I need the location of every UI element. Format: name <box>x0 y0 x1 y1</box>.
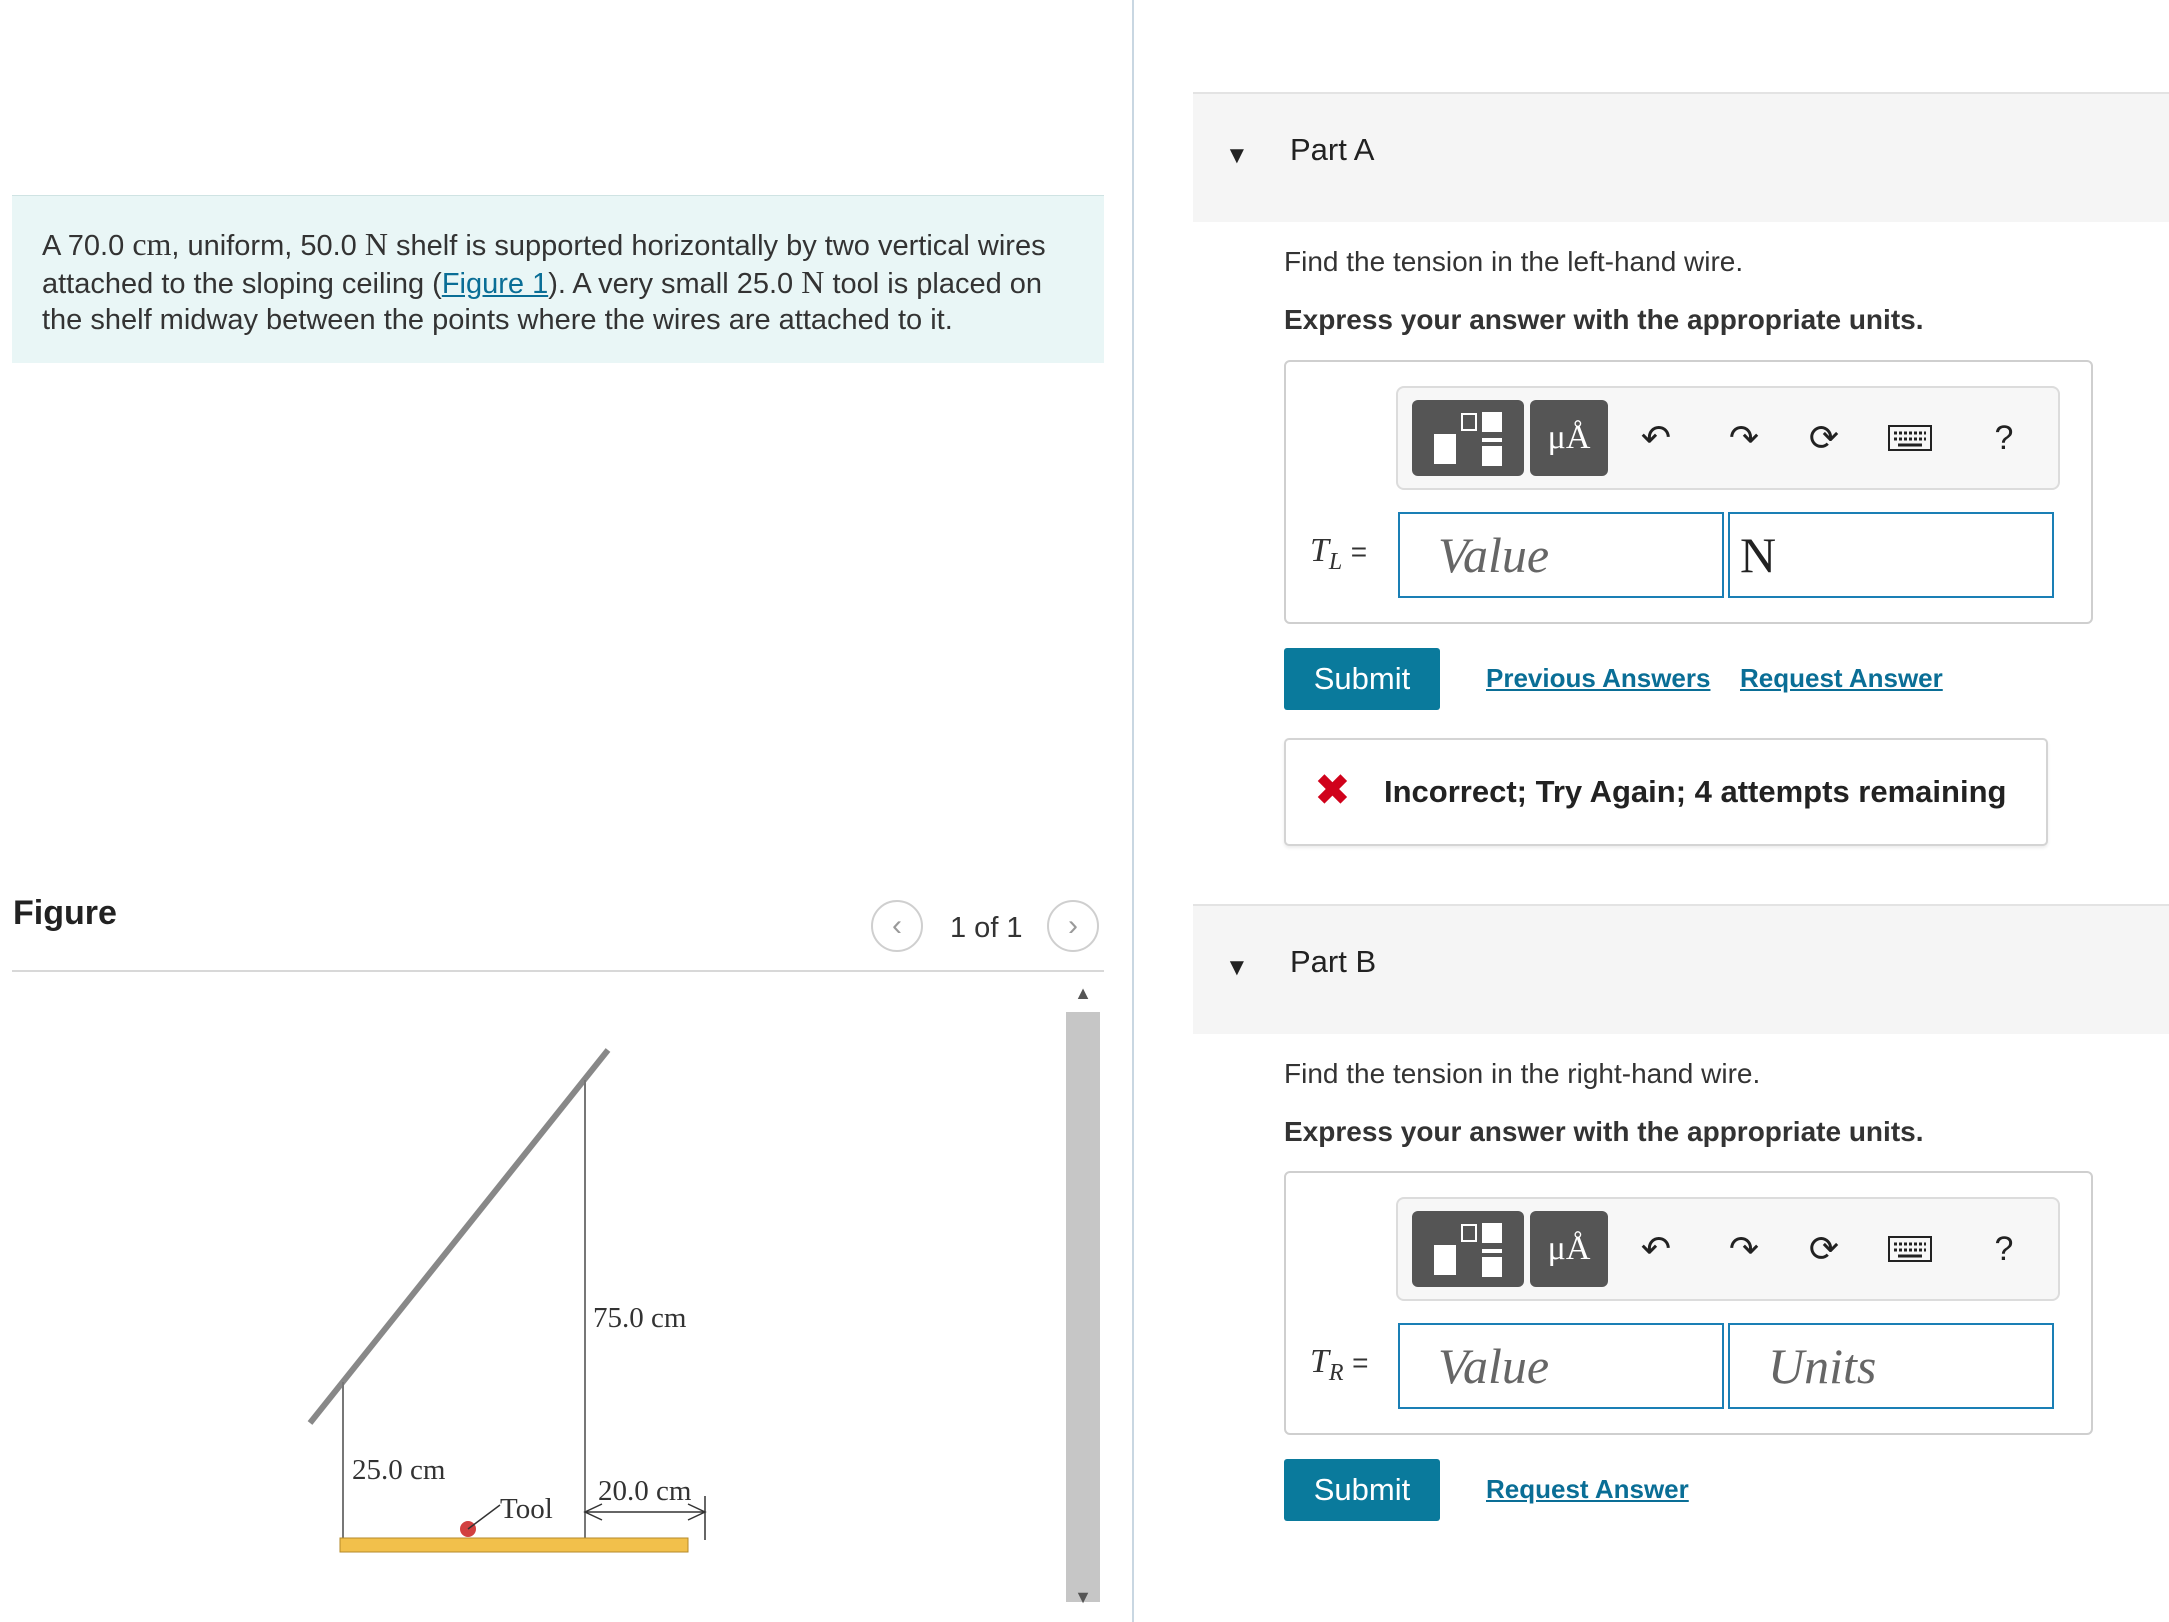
redo-icon[interactable]: ↷ <box>1728 417 1760 458</box>
value-input[interactable]: Value <box>1398 1323 1724 1409</box>
undo-icon[interactable]: ↶ <box>1640 1228 1672 1269</box>
part-b-question: Find the tension in the right-hand wire. <box>1284 1058 1761 1089</box>
variable-symbol: T <box>1310 532 1329 569</box>
collapse-caret-icon[interactable]: ▼ <box>1225 142 1249 169</box>
spacing-label: 20.0 cm <box>598 1475 692 1507</box>
redo-icon[interactable]: ↷ <box>1728 1228 1760 1269</box>
units-icon: μÅ <box>1547 419 1591 456</box>
figure-heading: Figure <box>13 894 117 932</box>
problem-unit: N <box>364 226 388 262</box>
problem-text: shelf is supported horizontally by two vertical wires attached to the sloping ceiling ( <box>42 230 1046 300</box>
variable-label: $T_L$ = <box>1310 532 1368 575</box>
prev-figure-button[interactable] <box>871 900 923 952</box>
part-b-header[interactable] <box>1193 904 2169 1034</box>
right-wire-label: 75.0 cm <box>593 1302 687 1334</box>
undo-icon[interactable]: ↶ <box>1640 417 1672 458</box>
submit-button[interactable]: Submit <box>1284 648 1440 710</box>
value-input[interactable]: Value <box>1398 512 1724 598</box>
help-icon[interactable]: ? <box>1994 1229 2014 1268</box>
reset-icon[interactable]: ⟳ <box>1808 1228 1840 1269</box>
templates-button[interactable] <box>1412 1211 1524 1287</box>
problem-text: , uniform, 50.0 <box>171 230 357 262</box>
page-indicator: 1 of 1 <box>950 912 1023 944</box>
feedback-text: Incorrect; Try Again; 4 attempts remaining <box>1384 774 2007 809</box>
units-button[interactable] <box>1530 400 1608 476</box>
left-wire-label: 25.0 cm <box>352 1454 446 1486</box>
tool-label: Tool <box>500 1493 553 1525</box>
keyboard-shape <box>1888 425 1932 451</box>
submit-button[interactable]: Submit <box>1284 1459 1440 1521</box>
part-a-instruction: Express your answer with the appropriate units. <box>1284 304 1924 335</box>
units-input[interactable]: N <box>1728 512 2054 598</box>
part-b-title: Part B <box>1290 944 1377 979</box>
tool-leader <box>468 1505 500 1529</box>
part-a-question: Find the tension in the left-hand wire. <box>1284 246 1744 277</box>
part-a-answer-box <box>1284 360 2093 624</box>
part-a-header[interactable] <box>1193 92 2169 222</box>
feedback-message <box>1284 738 2048 846</box>
problem-text: A 70.0 <box>42 230 125 262</box>
column-divider <box>1132 0 1134 1622</box>
next-figure-button[interactable] <box>1047 900 1099 952</box>
part-a-title: Part A <box>1290 132 1375 167</box>
reset-icon[interactable]: ⟳ <box>1808 417 1840 458</box>
problem-unit: N <box>801 264 825 300</box>
scroll-up-arrow[interactable]: ▲ <box>1074 983 1092 1003</box>
templates-icon <box>1412 1211 1524 1287</box>
templates-button[interactable] <box>1412 400 1524 476</box>
shelf <box>340 1538 688 1552</box>
templates-icon <box>1412 400 1524 476</box>
variable-symbol: T <box>1310 1343 1329 1380</box>
chevron-left-icon: ‹ <box>892 909 902 942</box>
problem-statement <box>12 195 1104 363</box>
variable-subscript: L <box>1328 548 1343 575</box>
units-icon: μÅ <box>1547 1230 1591 1267</box>
figure-diagram <box>280 1020 740 1580</box>
variable-subscript: R <box>1328 1359 1344 1386</box>
units-input[interactable]: Units <box>1728 1323 2054 1409</box>
ceiling-line <box>310 1050 608 1423</box>
close-icon: ✖ <box>1314 766 1351 815</box>
figure-link[interactable]: Figure 1 <box>441 268 549 300</box>
previous-answers-link[interactable]: Previous Answers <box>1486 663 1711 693</box>
problem-text: tool is placed on the shelf midway between the points where the wires are attached to it. <box>42 268 1043 336</box>
scroll-down-arrow[interactable]: ▼ <box>1074 1587 1092 1607</box>
math-toolbar <box>1396 386 2060 490</box>
request-answer-link[interactable]: Request Answer <box>1740 663 1943 693</box>
request-answer-link[interactable]: Request Answer <box>1486 1474 1689 1504</box>
figure-divider <box>12 970 1104 972</box>
keyboard-shape <box>1888 1236 1932 1262</box>
figure-scrollbar[interactable] <box>1066 1012 1100 1602</box>
collapse-caret-icon[interactable]: ▼ <box>1225 954 1249 981</box>
part-b-answer-box <box>1284 1171 2093 1435</box>
math-toolbar <box>1396 1197 2060 1301</box>
chevron-right-icon: › <box>1068 909 1078 942</box>
problem-text: ). A very small 25.0 <box>548 268 794 300</box>
help-icon[interactable]: ? <box>1994 418 2014 457</box>
keyboard-icon[interactable] <box>1882 1219 1938 1279</box>
problem-unit: cm <box>132 226 172 262</box>
variable-label: $T_R$ = <box>1310 1343 1369 1386</box>
units-button[interactable] <box>1530 1211 1608 1287</box>
part-b-instruction: Express your answer with the appropriate units. <box>1284 1116 1924 1147</box>
keyboard-icon[interactable] <box>1882 408 1938 468</box>
